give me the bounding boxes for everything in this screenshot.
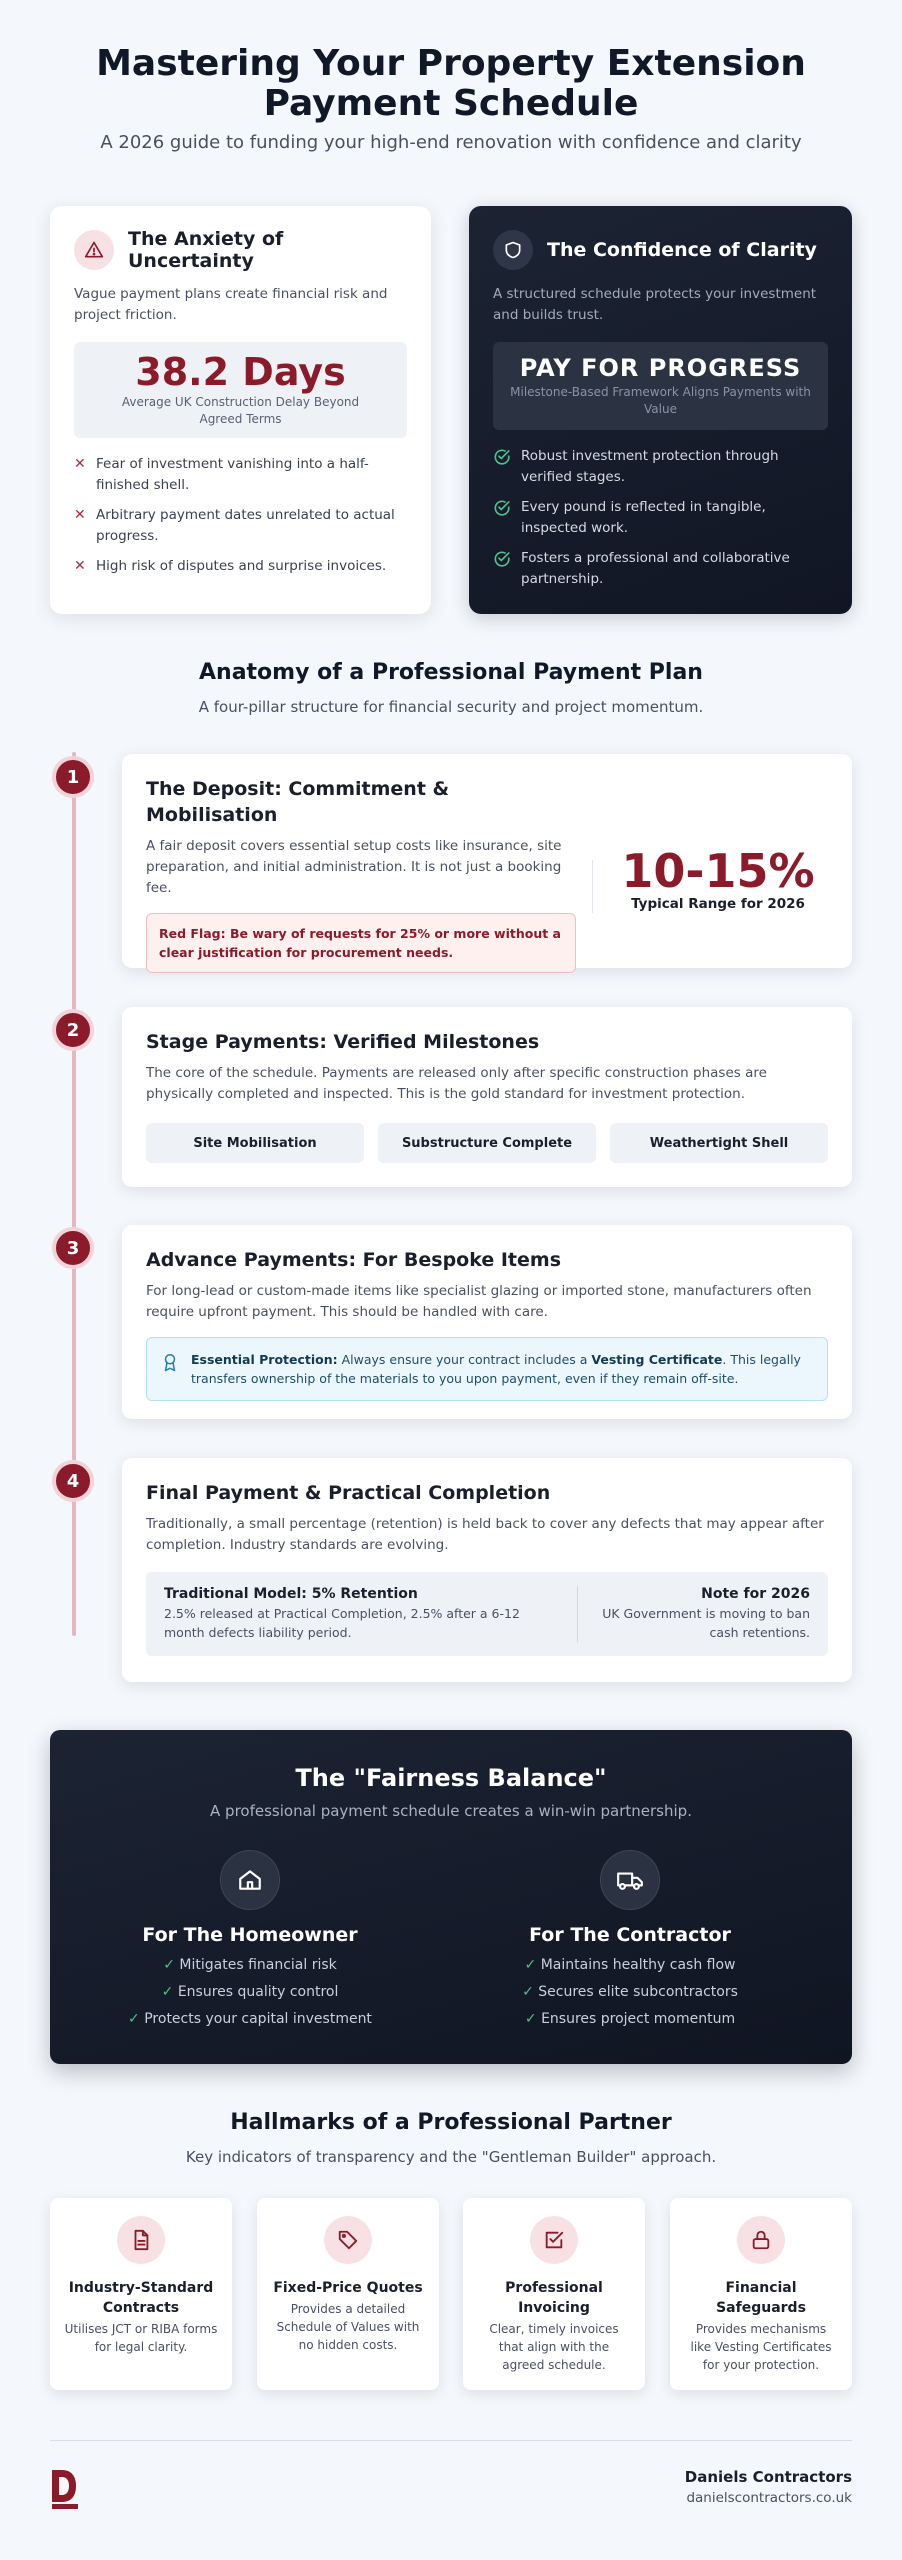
x-icon: ✕ bbox=[74, 507, 86, 523]
delay-stat-label: Average UK Construction Delay Beyond Agreed Terms bbox=[121, 395, 360, 426]
list-item bbox=[70, 1952, 430, 1979]
hallmark-card bbox=[257, 2198, 439, 2390]
hallmark-text: Clear, timely invoices that align with the agreed schedule. bbox=[489, 2322, 619, 2372]
step-number: 1 bbox=[52, 756, 94, 798]
page-title bbox=[50, 44, 852, 124]
confidence-text: A structured schedule protects your investment and builds trust. bbox=[493, 286, 817, 323]
list-item bbox=[70, 2006, 430, 2033]
hallmark-title: Industry-Standard Contracts bbox=[68, 2280, 214, 2316]
anxiety-card bbox=[50, 206, 431, 614]
step-number: 2 bbox=[52, 1009, 94, 1051]
brand-block bbox=[685, 2468, 852, 2506]
page-title-line2: Payment Schedule bbox=[263, 83, 639, 124]
delay-stat bbox=[74, 342, 407, 438]
step-card-stage-payments bbox=[122, 1007, 852, 1187]
list-item-text: High risk of disputes and surprise invoices. bbox=[96, 558, 387, 574]
list-item bbox=[74, 454, 407, 496]
step-title: The Deposit: Commitment & Mobilisation bbox=[146, 778, 450, 826]
home-icon bbox=[220, 1850, 280, 1910]
note-title: Note for 2026 bbox=[701, 1586, 810, 1602]
deposit-range bbox=[608, 776, 828, 973]
step-text: A fair deposit covers essential setup costs like insurance, site preparation, and initial administration. It is not just a booking fee. bbox=[146, 838, 562, 896]
protection-term: Vesting Certificate bbox=[591, 1352, 723, 1367]
hallmarks-title: Hallmarks of a Professional Partner bbox=[230, 2110, 672, 2135]
note-text: UK Government is moving to ban cash retentions. bbox=[602, 1606, 810, 1640]
confidence-title: The Confidence of Clarity bbox=[547, 239, 817, 261]
x-icon: ✕ bbox=[74, 558, 86, 574]
list-item bbox=[493, 446, 828, 488]
checkmark-icon: ✓ bbox=[524, 2011, 542, 2027]
step-title: Advance Payments: For Bespoke Items bbox=[146, 1249, 562, 1271]
checkmark-icon: ✓ bbox=[161, 1984, 178, 2000]
lock-icon bbox=[737, 2216, 785, 2264]
protection-text bbox=[191, 1350, 813, 1388]
list-item-text: Fear of investment vanishing into a half-finished shell. bbox=[96, 456, 369, 493]
check-circle-icon bbox=[493, 448, 511, 466]
fairness-title: The "Fairness Balance" bbox=[295, 1764, 607, 1792]
divider bbox=[592, 860, 593, 913]
list-item-text: Robust investment protection through verified stages. bbox=[521, 448, 779, 485]
page-subtitle: A 2026 guide to funding your high-end renovation with confidence and clarity bbox=[100, 132, 802, 153]
anatomy-subtitle: A four-pillar structure for financial security and project momentum. bbox=[198, 698, 704, 716]
anxiety-title: The Anxiety of Uncertainty bbox=[128, 228, 284, 272]
retention-box bbox=[146, 1572, 828, 1656]
step-card-deposit bbox=[122, 754, 852, 968]
company-logo bbox=[50, 2468, 80, 2510]
fairness-panel bbox=[50, 1730, 852, 2064]
check-circle-icon bbox=[493, 499, 511, 517]
check-circle-icon bbox=[493, 550, 511, 568]
step-text: Traditionally, a small percentage (retention) is held back to cover any defects that may appear after completion. Industry standards are evolving. bbox=[146, 1516, 824, 1553]
list-item-text: Fosters a professional and collaborative partnership. bbox=[521, 550, 790, 587]
truck-icon bbox=[600, 1850, 660, 1910]
divider bbox=[577, 1586, 578, 1642]
list-item bbox=[493, 548, 828, 590]
hallmark-title: Financial Safeguards bbox=[716, 2280, 806, 2316]
list-item-text: Arbitrary payment dates unrelated to actual progress. bbox=[96, 507, 395, 544]
homeowner-title: For The Homeowner bbox=[142, 1924, 358, 1946]
anatomy-title: Anatomy of a Professional Payment Plan bbox=[199, 660, 703, 685]
list-item bbox=[450, 1979, 810, 2006]
tag-icon bbox=[324, 2216, 372, 2264]
milestone-list bbox=[146, 1123, 828, 1163]
confidence-card bbox=[469, 206, 852, 614]
retention-title: Traditional Model: 5% Retention bbox=[164, 1586, 418, 1602]
protection-text-part: . This legally transfers ownership of the materials to you upon payment, even if they remain off-site. bbox=[191, 1352, 801, 1386]
step-number: 4 bbox=[52, 1460, 94, 1502]
hallmark-card bbox=[50, 2198, 232, 2390]
document-icon bbox=[117, 2216, 165, 2264]
red-flag-note: Red Flag: Be wary of requests for 25% or more without a clear justification for procurement needs. bbox=[146, 913, 576, 973]
warning-icon bbox=[74, 230, 114, 270]
list-item bbox=[450, 2006, 810, 2033]
range-value: 10-15% bbox=[621, 844, 815, 898]
hallmark-title: Professional Invoicing bbox=[505, 2280, 603, 2316]
hallmarks-subtitle: Key indicators of transparency and the "Gentleman Builder" approach. bbox=[185, 2148, 717, 2166]
delay-stat-value: 38.2 Days bbox=[135, 350, 346, 394]
list-item-text: Ensures project momentum bbox=[541, 2011, 736, 2027]
protection-label: Essential Protection: bbox=[191, 1352, 338, 1367]
list-item bbox=[74, 505, 407, 547]
list-item-text: Secures elite subcontractors bbox=[538, 1984, 738, 2000]
list-item-text: Every pound is reflected in tangible, inspected work. bbox=[521, 499, 766, 536]
list-item-text: Mitigates financial risk bbox=[179, 1957, 337, 1973]
checkmark-icon: ✓ bbox=[163, 1957, 180, 1973]
step-card-final-payment bbox=[122, 1458, 852, 1682]
hallmark-card bbox=[463, 2198, 645, 2390]
fairness-subtitle: A professional payment schedule creates a win-win partnership. bbox=[210, 1802, 692, 1820]
step-text: The core of the schedule. Payments are released only after specific construction phases are physically completed and inspected. This is the gold standard for investment protection. bbox=[146, 1065, 767, 1102]
anxiety-list bbox=[74, 454, 407, 577]
anxiety-text: Vague payment plans create financial risk and project friction. bbox=[74, 286, 388, 323]
hallmark-text: Provides a detailed Schedule of Values with no hidden costs. bbox=[276, 2302, 420, 2352]
company-url[interactable]: danielscontractors.co.uk bbox=[686, 2490, 852, 2506]
list-item-text: Protects your capital investment bbox=[144, 2011, 372, 2027]
company-name: Daniels Contractors bbox=[684, 2468, 852, 2486]
contractor-column bbox=[450, 1850, 810, 2033]
milestone-pill: Weathertight Shell bbox=[610, 1123, 828, 1163]
progress-box-title: PAY FOR PROGRESS bbox=[519, 354, 802, 382]
step-text: For long-lead or custom-made items like specialist glazing or imported stone, manufacturers often require upfront payment. This should be handled with care. bbox=[146, 1283, 812, 1320]
checkmark-icon: ✓ bbox=[524, 1957, 541, 1973]
homeowner-column bbox=[70, 1850, 430, 2033]
milestone-pill: Site Mobilisation bbox=[146, 1123, 364, 1163]
list-item bbox=[70, 1979, 430, 2006]
confidence-list bbox=[493, 446, 828, 590]
shield-icon bbox=[493, 230, 533, 270]
step-title: Final Payment & Practical Completion bbox=[146, 1482, 551, 1504]
step-title: Stage Payments: Verified Milestones bbox=[146, 1031, 540, 1053]
milestone-pill: Substructure Complete bbox=[378, 1123, 596, 1163]
award-icon bbox=[161, 1352, 179, 1374]
step-number: 3 bbox=[52, 1227, 94, 1269]
range-label: Typical Range for 2026 bbox=[631, 896, 805, 912]
protection-text-part: Always ensure your contract includes a bbox=[337, 1352, 592, 1367]
list-item-text: Ensures quality control bbox=[177, 1984, 339, 2000]
checkmark-icon: ✓ bbox=[522, 1984, 539, 2000]
hallmark-text: Provides mechanisms like Vesting Certificates for your protection. bbox=[690, 2322, 832, 2372]
list-item bbox=[493, 497, 828, 539]
x-icon: ✕ bbox=[74, 456, 86, 472]
progress-box-label: Milestone-Based Framework Aligns Payments with Value bbox=[510, 385, 811, 416]
page-title-line1: Mastering Your Property Extension bbox=[96, 43, 806, 84]
protection-note bbox=[146, 1337, 828, 1401]
timeline-line bbox=[72, 752, 76, 1636]
contractor-title: For The Contractor bbox=[529, 1924, 731, 1946]
hallmark-title: Fixed-Price Quotes bbox=[273, 2280, 423, 2296]
retention-text: 2.5% released at Practical Completion, 2.5% after a 6-12 month defects liability period. bbox=[164, 1606, 520, 1640]
hallmark-card bbox=[670, 2198, 852, 2390]
list-item bbox=[74, 556, 407, 577]
hallmark-text: Utilises JCT or RIBA forms for legal clarity. bbox=[64, 2322, 218, 2354]
footer-divider bbox=[50, 2440, 852, 2441]
list-item bbox=[450, 1952, 810, 1979]
checkbox-icon bbox=[530, 2216, 578, 2264]
checkmark-icon: ✓ bbox=[128, 2011, 145, 2027]
progress-box bbox=[493, 342, 828, 430]
step-card-advance-payments bbox=[122, 1225, 852, 1419]
list-item-text: Maintains healthy cash flow bbox=[540, 1957, 736, 1973]
